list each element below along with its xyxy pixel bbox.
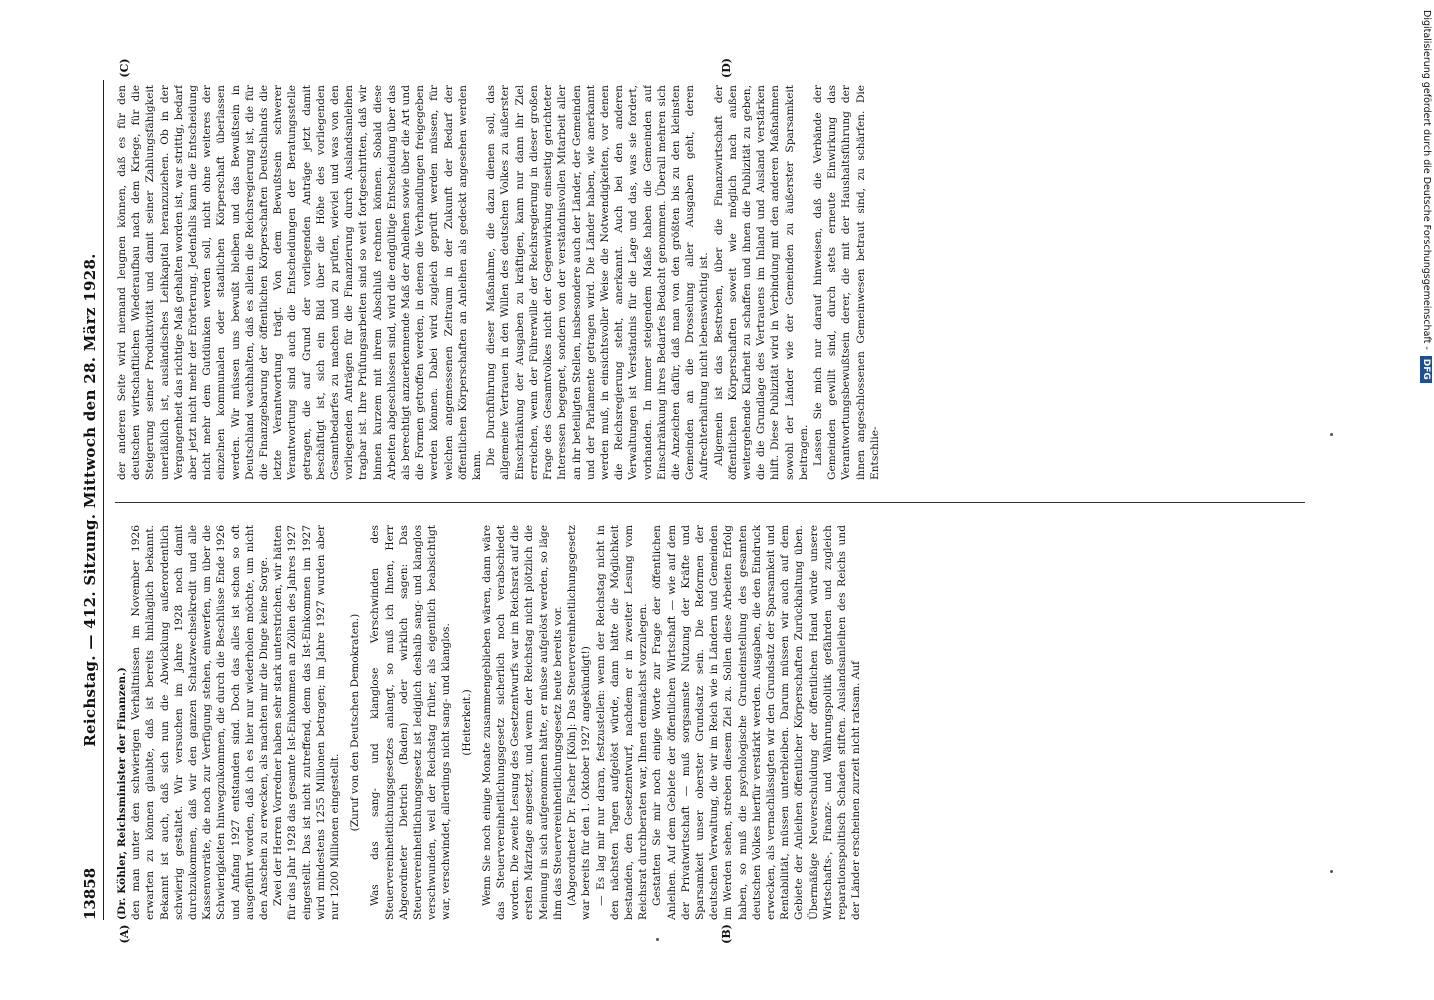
paragraph: — Es lag mir nur daran, festzustellen: wenn der Reichstag nicht in den nächsten Tagen aufgelöst würde, dann hätte die Möglichkeit bestanden, den Gesetzentwurf, nachdem er in zweiter Lesung vom Reichsrat durchberaten war, Ihnen demnächst vorzulegen. bbox=[594, 525, 650, 920]
paragraph: Lassen Sie mich nur darauf hinweisen, daß die Verbände der Gemeinden gewillt sind, durch stets erneute Einwirkung das Verantwortungsbewußtsein derer, die mit der Haushaltsführung der ihnen angeschlossenen Gemeinwesen betraut sind, zu schärfen. Die Entschlie- bbox=[811, 85, 881, 480]
margin-marker-a: (A) bbox=[118, 924, 131, 944]
interjection: (Heiterkeit.) bbox=[460, 689, 473, 756]
paragraph: der anderen Seite wird niemand leugnen können, daß es für den deutschen wirtschaftlichen Wiederaufbau nach dem Kriege, für die Steigerung seiner Produktivität und damit seiner Zahlungsfähigkeit unerläßlich ist, ausländisches Leihkapital heranzuziehen. Ob in der Vergangenheit das richtige Maß gehalten worden ist, war strittig, bedarf aber jetzt nicht mehr der Erörterung. Jedenfalls kann die Entscheidung nicht mehr dem Gutdünken werden soll, nicht ohne weiteres der einzelnen kommunalen oder staatlichen Körperschaft überlassen werden. Wir müssen uns bewußt bleiben und das Bewußtsein in Deutschland wachhalten, daß es allein die Reichsregierung ist, die für die Finanzgebarung der öffentlichen Körperschaften Deutschlands die letzte Verantwortung trägt. Von dem Bewußtsein schwerer Verantwortung sind auch die Entscheidungen der Beratungsstelle getragen, die auf Grund der vorliegenden Anträge jetzt damit beschäftigt ist, sich ein Bild über die Höhe des vorliegenden Gesamtbedarfes zu machen und zu prüfen, wieviel und was von den vorliegenden Anträgen für die Finanzierung durch Auslandsanleihen tragbar ist. Ihre Prüfungsarbeiten sind so weit fortgeschritten, daß wir binnen kurzem mit ihrem Abschluß rechnen können. Sobald diese Arbeiten abgeschlossen sind, wird die endgültige Entscheidung über das als berechtigt anzuerkennende Maß der Anleihen sowie über die Art und die Formen getroffen werden, in denen die Verhandlungen freigegeben werden können. Dabei wird zugleich geprüft werden müssen, für welchen angemessenen Zeitraum in der Zukunft der Bedarf der öffentlichen Körperschaften an Anleihen als gedeckt angesehen werden kann. bbox=[116, 85, 484, 480]
scan-speck bbox=[1330, 870, 1333, 873]
page-title: Reichstag. — 412. Sitzung. Mittwoch den 28. März 1928. bbox=[81, 253, 99, 747]
paragraph: Gestatten Sie mir noch einige Worte zur Frage der öffentlichen Anleihen. Auf dem Gebiete der öffentlichen Wirtschaft — wie auf dem der Privatwirtschaft — muß sorgsamste Nutzung der Kräfte und Sparsamkeit unser oberster Grundsatz sein. Die Reformen der deutschen Verwaltung, die wir im Reich wie in Ländern und Gemeinden im Werden sehen, streben diesem Ziel zu. Sollen diese Arbeiten Erfolg haben, so muß die psychologische Grundeinstellung des gesamten deutschen Volkes hierfür verstärkt werden. Ausgaben, die den Eindruck erwecken, als vernachlässigten wir den Grundsatz der Sparsamkeit und Rentabilität, müssen unterbleiben. Darum müssen wir auch auf dem Gebiete der Anleihen öffentlicher Körperschaften Zurückhaltung üben. Übermäßige Neuverschuldung der öffentlichen Hand würde unsere Wirtschafts-, Finanz- und Währungspolitik gefährden und zugleich reparationspolitisch Schaden stiften. Auslandsanleihen des Reichs und der Länder erscheinen zurzeit nicht ratsam. Auf bbox=[651, 525, 863, 920]
paragraph: Allgemein ist das Bestreben, über die Finanzwirtschaft der öffentlichen Körperschaften soweit wie möglich nach außen weitergehende Klarheit zu schaffen und ihnen die Publizität zu geben, die die Grundlage des Vertrauens im Inland und Ausland verstärken hilft. Diese Publizität wird in Verbindung mit den anderen Maßnahmen sowohl der Länder wie der Gemeinden zu äußerster Sparsamkeit beitragen. bbox=[712, 85, 810, 480]
scan-speck bbox=[656, 938, 659, 941]
dfg-logo: DFG bbox=[1420, 356, 1432, 383]
page-header bbox=[77, 80, 104, 920]
paragraph: den man unter den schwierigen Verhältnissen im November 1926 erwarten zu können glaubte, daß ist bereits hinlänglich bekannt. Bekannt ist auch, daß sich nun die Abwicklung außerordentlich schwierig gestaltet. Wir versuchen im Jahre 1928 noch damit durchzukommen, daß wir den ganzen Schatzwechselkredit und alle Kassenvorräte, die noch zur Verfügung stehen, einwerfen, um über die Schwierigkeiten hinwegzukommen, die durch die Beschlüsse Ende 1926 und Anfang 1927 entstanden sind. Doch das alles ist schon so oft ausgeführt worden, daß ich es hier nur wiederholen möchte, um nicht den Anschein zu erwecken, als machten mir die Dinge keine Sorge. bbox=[130, 525, 271, 920]
paragraph: Die Durchführung dieser Maßnahme, die dazu dienen soll, das allgemeine Vertrauen in den Willen des deutschen Volkes zu äußerster Einschränkung der Ausgaben zu kräftigen, kann nur dann ihr Ziel erreichen, wenn der Führerwille der Reichsregierung in dieser großen Frage des Gesamtvolkes nicht der Gegenwirkung einseitig gerichteter Interessen begegnet, sondern von der verständnisvollen Mitarbeit aller an ihr beteiligten Stellen, insbesondere auch der Länder, der Gemeinden und der Parlamente getragen wird. Die Länder haben, wie anerkannt werden muß, in einsichtsvoller Weise die Notwendigkeiten, vor denen die Reichsregierung steht, anerkannt. Auch bei den anderen Verwaltungen ist Verständnis für die Lage und das, was sie fordert, vorhanden. In immer steigendem Maße haben die Gemeinden auf Einschränkung ihres Bedarfes Bedacht genommen. Überall mehren sich die Anzeichen dafür, daß man von den größten bis zu den kleinsten Gemeinden an die Drosselung aller Ausgaben geht, deren Aufrechterhaltung nicht lebenswichtig ist. bbox=[485, 85, 711, 480]
digitization-note bbox=[1418, 10, 1434, 995]
margin-marker-d: (D) bbox=[720, 58, 733, 78]
left-column bbox=[115, 525, 1305, 920]
right-column bbox=[115, 85, 1305, 480]
digitization-credit: Digitalisierung gefördert durch die Deutsche Forschungsgemeinschaft - bbox=[1421, 10, 1432, 350]
interjection: (Zuruf von den Deutschen Demokraten.) bbox=[349, 613, 362, 832]
scan-speck bbox=[1330, 433, 1333, 436]
paragraph: Was das sang- und klanglose Verschwinden des Steuervereinheitlichungsgesetzes anlangt, so muß ich Ihnen, Herr Abgeordneter Dietrich (Baden) oder wirklich sagen: Das Steuervereinheitlichungsgesetz ist lediglich deshalb sang- und klanglos verschwunden, weil der Reichstag früher, als eigentlich beabsichtigt war, verschwindet, allerdings nicht sang- und klanglos. bbox=[369, 525, 453, 920]
scanned-page bbox=[77, 58, 1327, 944]
interjection: (Abgeordneter Dr. Fischer [Köln]: Das Steuervereinheitlichungsgesetz war bereits für den 1. Oktober 1927 angekündigt!) bbox=[566, 525, 593, 920]
paragraph: Zwei der Herren Vorredner haben sehr stark unterstrichen, wir hätten für das Jahr 1928 das gesamte Ist-Einkommen an Zöllen des Jahres 1927 eingestellt. Das ist nicht zutreffend, denn das Ist-Einkommen im 1927 wird mindestens 1255 Millionen betragen; im Jahre 1927 wurden aber nur 1200 Millionen eingestellt. bbox=[272, 525, 342, 920]
paragraph: Wenn Sie noch einige Monate zusammengeblieben wären, dann wäre das Steuervereinheitlichungsgesetz sicherlich noch verabschiedet worden. Die zweite Lesung des Gesetzentwurfs war im Reichsrat auf die ersten Märztage angesetzt, und wenn der Reichstag nicht plötzlich die Meinung in sich aufgenommen hätte, er müsse aufgelöst werden, so läge ihm das Steuervereinheitlichungsgesetz heute bereits vor. bbox=[480, 525, 564, 920]
margin-marker-c: (C) bbox=[118, 58, 131, 78]
speaker-line: (Dr. Köhler, Reichsminister der Finanzen.) bbox=[116, 667, 128, 920]
column-divider bbox=[115, 502, 1305, 503]
margin-marker-b: (B) bbox=[720, 924, 733, 944]
page-number: 13858 bbox=[81, 867, 99, 920]
